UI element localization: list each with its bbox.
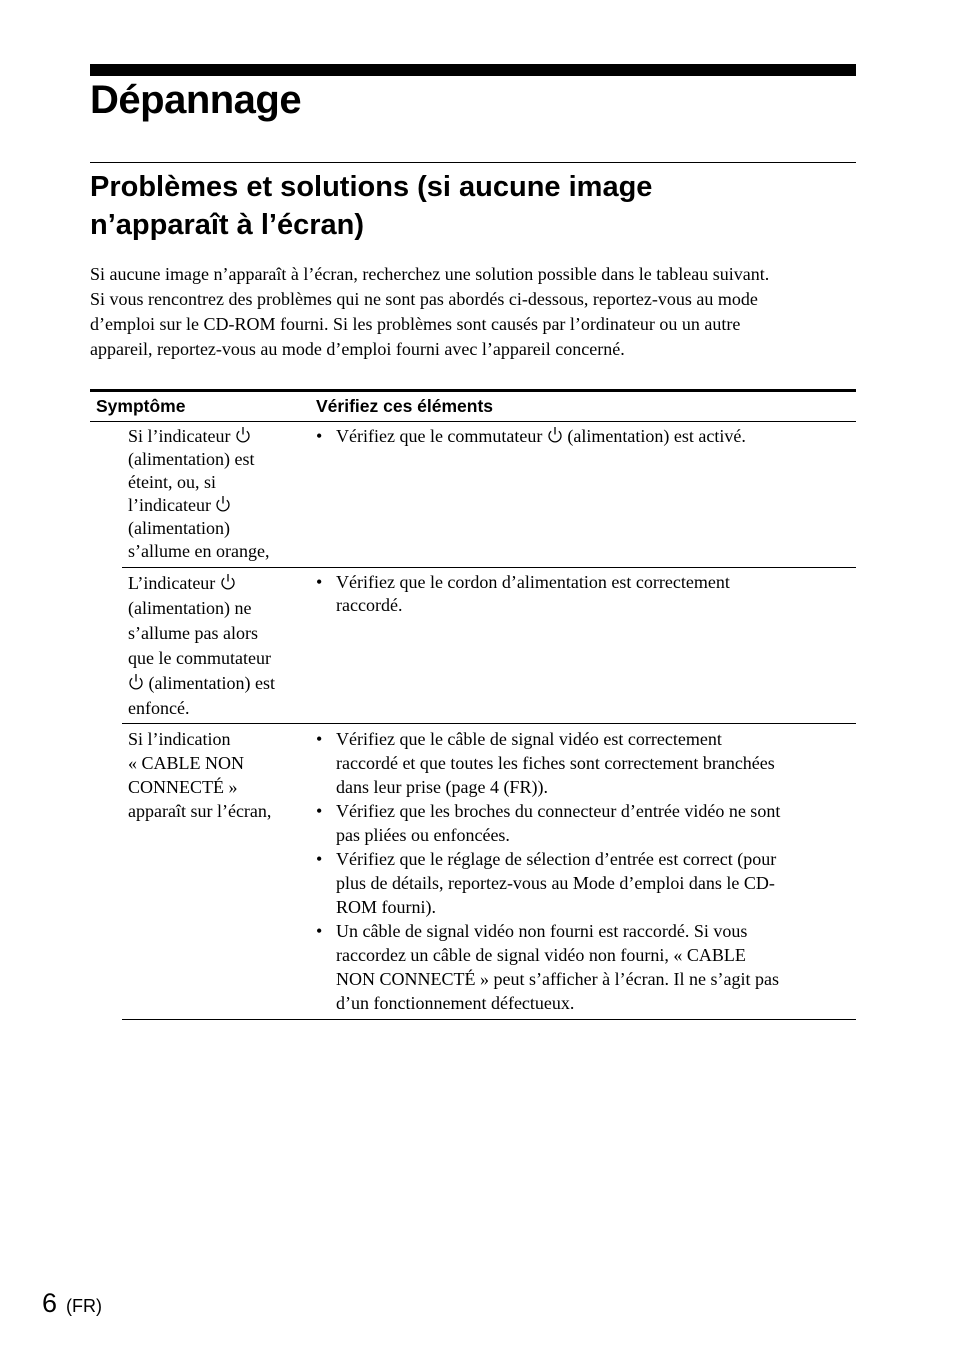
check-text: Vérifiez que le câble de signal vidéo est correctement [336,729,722,749]
symptom-text: apparaît sur l’écran, [128,801,272,821]
bullet-mark: • [316,849,323,869]
list-item [316,919,850,1015]
table-row [122,568,856,724]
power-icon [220,573,236,591]
section-rule [90,162,856,163]
table-row [122,724,856,1020]
power-icon [547,426,563,444]
section-title [90,168,856,244]
symptom-text: Si l’indication [128,729,231,749]
symptom-text: s’allume en orange, [128,541,270,561]
header-check: Vérifiez ces éléments [316,396,494,416]
troubleshooting-table [90,389,856,1020]
symptom-text: Si l’indicateur [128,426,231,446]
section-title-line-2: n’apparaît à l’écran) [90,209,364,241]
check-cell [316,568,856,723]
page-number: 6 [42,1288,58,1318]
list-item [316,727,850,799]
intro-line-3: d’emploi sur le CD-ROM fourni. Si les problèmes sont causés par l’ordinateur ou un autre [90,314,741,334]
symptom-cell [122,568,316,723]
bullet-mark: • [316,801,323,821]
bullet-mark: • [316,729,323,749]
bullet-mark: • [316,426,323,446]
check-cell [316,422,856,567]
page-title: Dépannage [90,78,302,122]
symptom-text: CONNECTÉ » [128,777,238,797]
check-text: (alimentation) est activé. [567,426,746,446]
table-row [122,422,856,568]
check-text: raccordez un câble de signal vidéo non fourni, « CABLE [336,945,746,965]
check-text: Vérifiez que le réglage de sélection d’entrée est correct (pour [336,849,777,869]
page-language: (FR) [66,1296,102,1316]
symptom-text: que le commutateur [128,648,271,668]
intro-line-4: appareil, reportez-vous au mode d’emploi fourni avec l’appareil concerné. [90,339,625,359]
check-text: Vérifiez que le commutateur [336,426,543,446]
symptom-text: (alimentation) ne [128,598,252,618]
check-text: ROM fourni). [336,897,436,917]
check-text: raccordé et que toutes les fiches sont correctement branchées [336,753,775,773]
intro-line-1: Si aucune image n’apparaît à l’écran, recherchez une solution possible dans le tableau suivant. [90,264,770,284]
table-header [90,392,856,422]
header-symptom: Symptôme [96,396,186,416]
symptom-cell [122,422,316,567]
check-text: Un câble de signal vidéo non fourni est raccordé. Si vous [336,921,748,941]
intro-line-2: Si vous rencontrez des problèmes qui ne sont pas abordés ci-dessous, reportez-vous au mode [90,289,758,309]
list-item [316,799,850,847]
check-text: plus de détails, reportez-vous au Mode d’emploi dans le CD- [336,873,775,893]
power-icon [215,495,231,513]
symptom-text: enfoncé. [128,698,190,718]
check-text: dans leur prise (page 4 (FR)). [336,777,548,797]
list-item [316,847,850,919]
symptom-text: s’allume pas alors [128,623,258,643]
symptom-cell [122,724,316,1019]
check-text: Vérifiez que les broches du connecteur d’entrée vidéo ne sont [336,801,781,821]
check-text: Vérifiez que le cordon d’alimentation est correctement [336,572,730,592]
symptom-text: (alimentation) est [128,449,255,469]
symptom-text: éteint, ou, si [128,472,216,492]
intro-paragraph [90,262,860,362]
list-item [316,425,850,448]
title-bar-rule [90,64,856,76]
power-icon [128,673,144,691]
symptom-text: (alimentation) [128,518,230,538]
list-item [316,571,850,617]
symptom-text: l’indicateur [128,495,211,515]
symptom-text: L’indicateur [128,573,216,593]
section-title-line-1: Problèmes et solutions (si aucune image [90,171,653,203]
bullet-mark: • [316,921,323,941]
bullet-mark: • [316,572,323,592]
symptom-text: (alimentation) est [148,673,275,693]
check-text: NON CONNECTÉ » peut s’afficher à l’écran. Il ne s’agit pas [336,969,780,989]
check-cell [316,724,856,1019]
check-text: d’un fonctionnement défectueux. [336,993,575,1013]
check-text: pas pliées ou enfoncées. [336,825,510,845]
power-icon [235,426,251,444]
symptom-text: « CABLE NON [128,753,244,773]
check-text: raccordé. [336,595,403,615]
